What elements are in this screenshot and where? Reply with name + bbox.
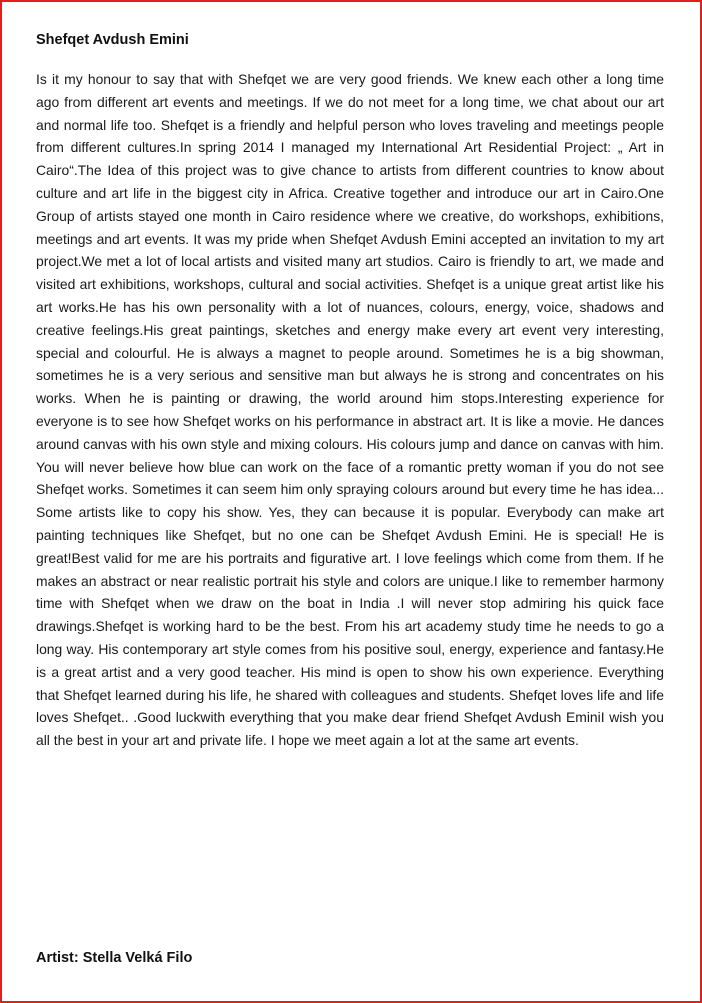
- document-body: Is it my honour to say that with Shefqet we are very good friends. We knew each other a long time ago from different art events and meetings. If we do not meet for a long time, we chat about our art and normal life too. Shefqet is a friendly and helpful person who loves traveling and meetings people from different cultures.In spring 2014 I managed my International Art Residential Project: „ Art in Cairo“.The Idea of this project was to give chance to artists from different countries to know about culture and art life in the biggest city in Africa. Creative together and introduce our art in Cairo.One Group of artists stayed one month in Cairo residence where we creative, do workshops, exhibitions, meetings and art events. It was my pride when Shefqet Avdush Emini accepted an invitation to my art project.We met a lot of local artists and visited many art studios. Cairo is friendly to art, we made and visited art exhibitions, workshops, cultural and social activities. Shefqet is a unique great artist like his art works.He has his own personality with a lot of nuances, colours, energy, voice, shadows and creative feelings.His great paintings, sketches and energy make every art event very interesting, special and colourful. He is always a magnet to people around. Sometimes he is a big showman, sometimes he is a very serious and sensitive man but always he is strong and concentrates on his works. When he is painting or drawing, the world around him stops.Interesting experience for everyone is to see how Shefqet works on his performance in abstract art. It is like a movie. He dances around canvas with his own style and mixing colours. His colours jump and dance on canvas with him. You will never believe how blue can work on the face of a romantic pretty woman if you do not see Shefqet works. Sometimes it can seem him only spraying colours around but every time he has idea... Some artists like to copy his show. Yes, they can because it is popular. Everybody can make art painting techniques like Shefqet, but no one can be Shefqet Avdush Emini. He is special! He is great!Best valid for me are his portraits and figurative art. I love feelings which come from them. If he makes an abstract or near realistic portrait his style and colors are unique.I like to remember harmony time with Shefqet when we draw on the boat in India .I will never stop admiring his quick face drawings.Shefqet is working hard to be the best. From his art academy study time he needs to go a long way. His contemporary art style comes from his positive soul, energy, experience and fantasy.He is a great artist and a very good teacher. His mind is open to show his own experience. Everything that Shefqet learned during his life, he shared with colleagues and students. Shefqet loves life and life loves Shefqet.. .Good luckwith everything that you make dear friend Shefqet Avdush EminiI wish you all the best in your art and private life. I hope we meet again a lot at the same art events.: [36, 71, 664, 749]
- artist-signature: Artist: Stella Velká Filo: [36, 950, 193, 966]
- document-title: Shefqet Avdush Emini: [36, 32, 189, 48]
